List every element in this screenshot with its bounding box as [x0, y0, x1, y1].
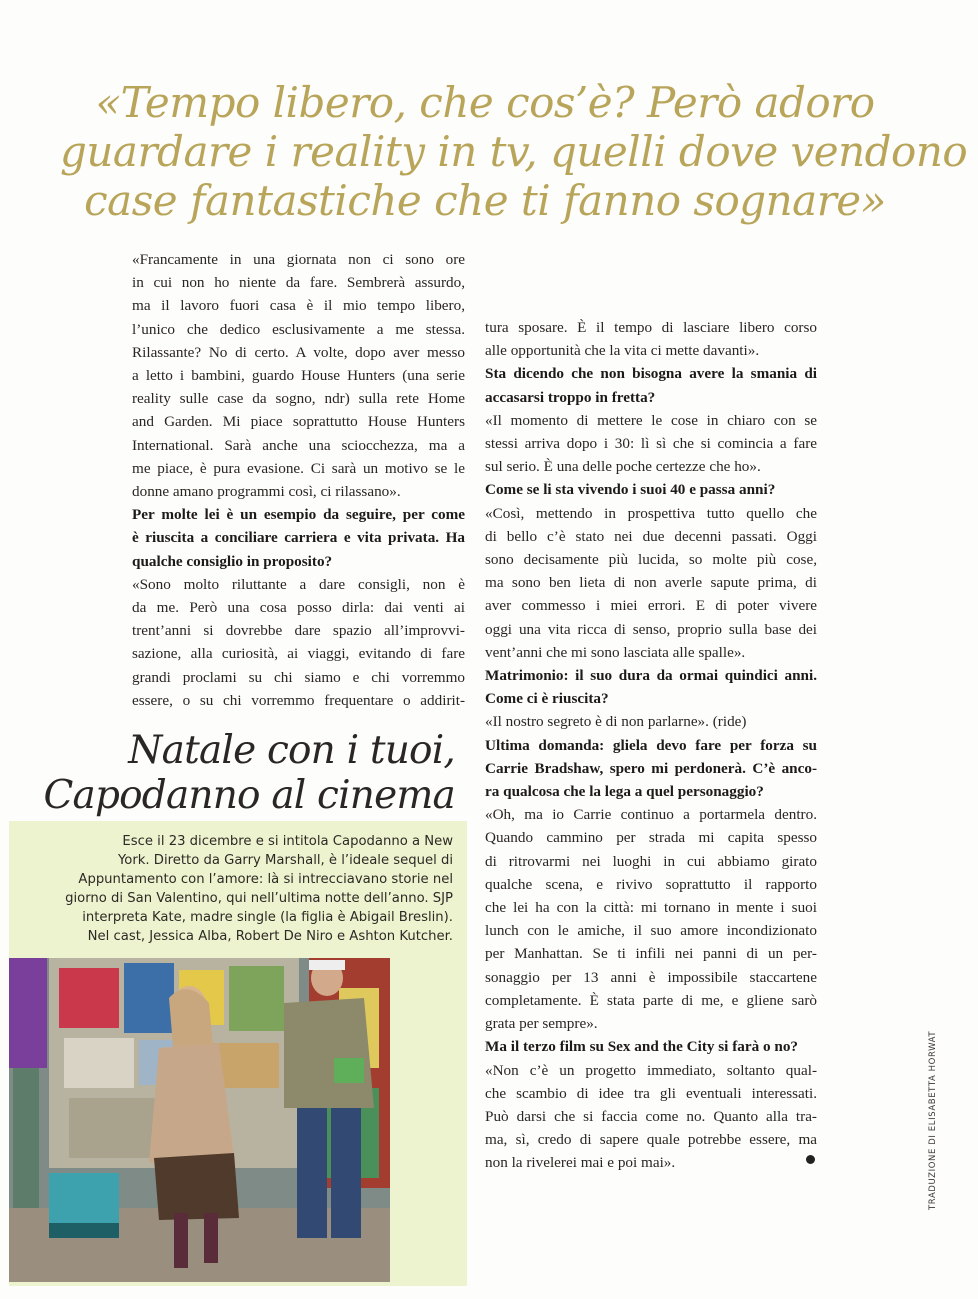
text-line: l’unico che dedico esclusivamente a me stessa.	[132, 320, 465, 338]
text-line: sonaggio per 13 anni è impossibile staccartene	[485, 968, 817, 986]
text-line: «Francamente in una giornata non ci sono ore	[132, 251, 465, 268]
text-line: Come se li sta vivendo i suoi 40 e passa anni?	[485, 481, 776, 499]
text-line: alle opportunità che la vita ci mette davanti».	[485, 342, 760, 360]
text-line: vent’anni che mi sono lasciata alle spalle».	[485, 643, 746, 661]
text-line: oggi una vita ricca di senso, proprio sulla base dei	[485, 620, 817, 638]
interview-answer	[485, 316, 817, 362]
text-line: è riuscita a conciliare carriera e vita privata. Ha	[132, 529, 465, 547]
text-line: accasarsi troppo in fretta?	[485, 388, 656, 406]
text-line: sazione, alla curiosità, ai viaggi, evitando di fare	[132, 645, 465, 663]
text-line: International. Sarà anche una sciocchezza, ma a	[132, 436, 465, 454]
pull-quote-line: guardare i reality in tv, quelli dove vendono	[60, 127, 968, 176]
sidebar-text-line: interpreta Kate, madre single (la figlia è Abigail Breslin).	[82, 910, 453, 925]
article-column-left	[132, 248, 465, 712]
text-line: «Il nostro segreto è di non parlarne». (ride)	[485, 713, 747, 731]
text-line: Matrimonio: il suo dura da ormai quindici anni.	[485, 667, 817, 685]
sidebar-title-line: Natale con i tuoi,	[128, 728, 455, 773]
interview-answer	[132, 573, 465, 712]
pull-quote	[60, 78, 968, 225]
text-line: «Non c’è un progetto immediato, soltanto qual-	[485, 1061, 817, 1079]
text-line: di bello c’è stato nei due decenni passati. Oggi	[485, 527, 817, 545]
text-line: Può darsi che si faccia come no. Quanto alla tra-	[485, 1107, 817, 1125]
interview-question	[485, 1035, 817, 1058]
text-line: che lei ha con la città: mi tornano in mente i suoi	[485, 899, 817, 917]
sidebar-text	[44, 832, 453, 946]
text-line: sul serio. È una delle poche certezze che ho».	[485, 458, 761, 476]
text-line: per Manhattan. Se ti infili nei panni di un per-	[485, 945, 817, 963]
end-of-article-dot	[806, 1155, 815, 1164]
text-line: Ultima domanda: gliela devo fare per forza su	[485, 736, 817, 754]
text-line: trent’anni si dovrebbe dare spazio all’improvvi-	[132, 622, 465, 640]
text-line: che scambio di idee tra gli eventuali interessati.	[485, 1084, 817, 1102]
interview-question	[485, 478, 817, 501]
text-line: donne amano programmi così, ci rilassano».	[132, 483, 401, 501]
text-line: da me. Però una cosa posso dirla: dai venti ai	[132, 599, 465, 617]
sidebar-text-line: giorno di San Valentino, qui nell’ultima notte dell’anno. SJP	[65, 891, 453, 906]
text-line: grandi proclami su chi siamo e chi vorremmo	[132, 668, 465, 686]
interview-question	[485, 362, 817, 408]
text-line: ra qualcosa che la lega a quel personaggio?	[485, 783, 764, 801]
text-line: Per molte lei è un esempio da seguire, per come	[132, 506, 465, 524]
text-line: tura sposare. È il tempo di lasciare libero corso	[485, 319, 817, 336]
interview-answer	[132, 248, 465, 503]
translation-credit: TRADUZIONE DI ELISABETTA HORWAT	[928, 1030, 938, 1210]
text-line: «Oh, ma io Carrie continuo a portarmela dentro.	[485, 806, 817, 824]
text-line: grata per sempre».	[485, 1015, 598, 1033]
interview-answer	[485, 502, 817, 664]
interview-question	[485, 664, 817, 710]
text-line: ma il lavoro fuori casa è il mio tempo libero,	[132, 297, 465, 315]
sidebar-text-line: Nel cast, Jessica Alba, Robert De Niro e Ashton Kutcher.	[87, 929, 453, 944]
text-line: qualche scena, e rivivo soprattutto il rapporto	[485, 875, 817, 893]
text-line: aver commesso i miei errori. E di poter vivere	[485, 597, 817, 615]
text-line: Carrie Bradshaw, spero mi perdonerà. C’è anco-	[485, 759, 817, 777]
text-line: non la rivelerei mai e poi mai».	[485, 1154, 676, 1172]
text-line: «Il momento di mettere le cose in chiaro con se	[485, 411, 817, 429]
sidebar-text-line: Esce il 23 dicembre e si intitola Capodanno a New	[122, 834, 453, 849]
article-column-right	[485, 316, 817, 1175]
street-scene-illustration	[9, 958, 390, 1282]
text-line: reality sulle case da sogno, ndr) sulla rete Home	[132, 390, 465, 408]
sidebar-text-line: York. Diretto da Garry Marshall, è l’ideale sequel di	[117, 853, 453, 868]
text-line: di ritrovarmi nei luoghi in cui abbiamo girato	[485, 852, 817, 870]
text-line: essere, o su chi vorremmo frequentare o addirit-	[132, 691, 465, 709]
interview-answer	[485, 409, 817, 479]
text-line: «Così, mettendo in prospettiva tutto quello che	[485, 504, 817, 522]
sidebar-title	[40, 728, 455, 818]
text-line: Sta dicendo che non bisogna avere la smania di	[485, 365, 817, 383]
text-line: lunch con le amiche, il suo amore incondizionato	[485, 922, 817, 940]
interview-question	[132, 503, 465, 573]
text-line: qualche consiglio in proposito?	[132, 552, 333, 570]
pull-quote-line: «Tempo libero, che cos’è? Però adoro	[95, 78, 875, 127]
text-line: ma sono ben lieta di non averle sapute prima, di	[485, 574, 817, 592]
text-line: completamente. È stata parte di me, e gliene sarò	[485, 991, 817, 1009]
pull-quote-line: case fantastiche che ti fanno sognare»	[84, 176, 886, 225]
text-line: sono decisamente più lucida, so molte più cose,	[485, 551, 817, 569]
interview-answer	[485, 803, 817, 1035]
interview-answer	[485, 710, 817, 733]
text-line: a letto i bambini, guardo House Hunters (una serie	[132, 367, 465, 385]
text-line: in cui non ho niente da fare. Sembrerà assurdo,	[132, 274, 465, 292]
text-line: Come ci è riuscita?	[485, 690, 609, 708]
text-line: Quando cammino per strada mi capita spesso	[485, 829, 817, 847]
interview-answer	[485, 1059, 817, 1175]
film-still-photo	[9, 958, 390, 1282]
sidebar-title-line: Capodanno al cinema	[43, 773, 455, 818]
text-line: «Sono molto riluttante a dare consigli, non è	[132, 575, 465, 593]
text-line: Rilassante? No di certo. A volte, dopo aver messo	[132, 343, 465, 361]
interview-question	[485, 734, 817, 804]
text-line: me piace, è pura evasione. Ci sarà un motivo se le	[132, 459, 465, 477]
text-line: stessi arriva dopo i 30: lì sì che si comincia a fare	[485, 435, 817, 453]
sidebar-text-line: Appuntamento con l’amore: là si intrecciavano storie nel	[78, 872, 453, 887]
text-line: ma, sì, credo di sapere quale potrebbe essere, ma	[485, 1131, 817, 1149]
text-line: Ma il terzo film su Sex and the City si farà o no?	[485, 1038, 799, 1056]
text-line: and Garden. Mi piace soprattutto House Hunters	[132, 413, 465, 431]
